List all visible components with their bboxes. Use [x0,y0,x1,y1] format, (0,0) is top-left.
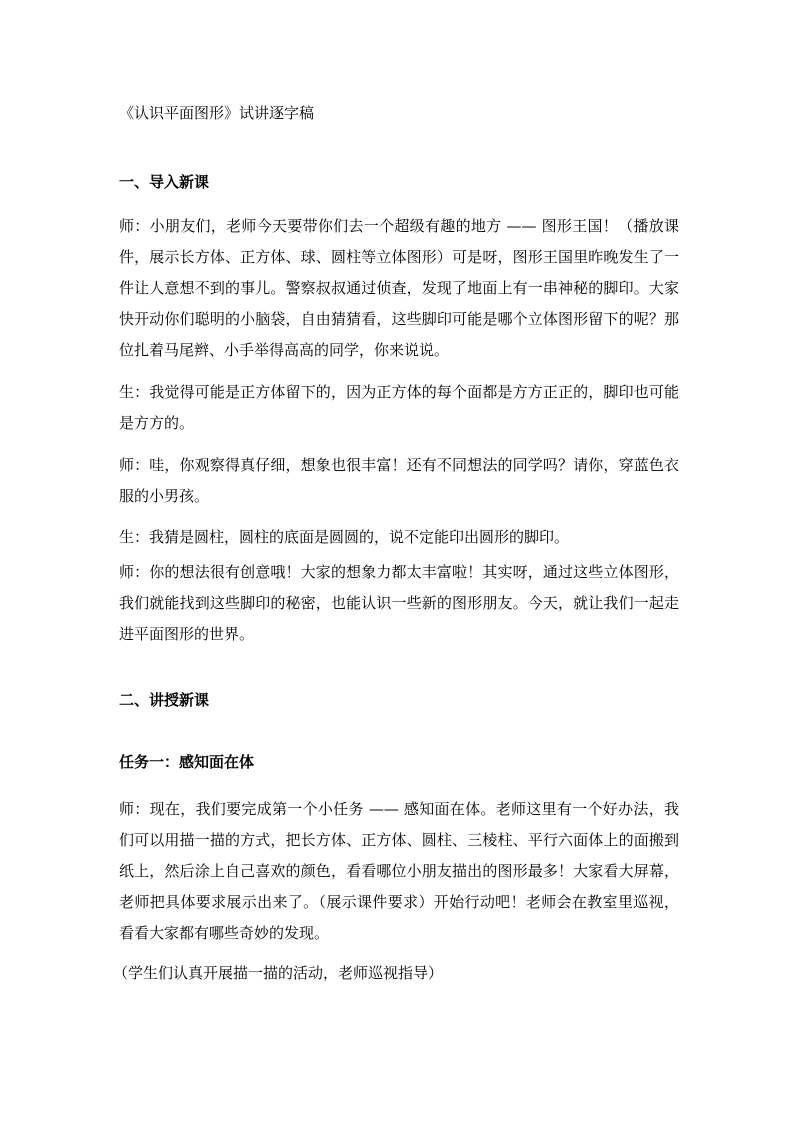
section-heading-intro: 一、导入新课 [119,173,210,191]
paragraph-student-cylinder: 生：我猜是圆柱，圆柱的底面是圆圆的，说不定能印出圆形的脚印。 [119,528,570,546]
paragraph-teacher-praise: 师：哇，你观察得真仔细，想象也很丰富！还有不同想法的同学吗？请你，穿蓝色衣服的小男孩。 [119,456,679,505]
section-heading-new-lesson: 二、讲授新课 [119,691,210,709]
document-title: 《认识平面图形》试讲逐字稿 [119,104,315,122]
paragraph-teacher-intro: 师：小朋友们，老师今天要带你们去一个超级有趣的地方 —— 图形王国！（播放课件，展示长方体、正方体、球、圆柱等立体图形）可是呀，图形王国里昨晚发生了一件让人意想不到的事儿。警察叔叔通过侦查，发现了地面上有一串神秘的脚印。大家快开动你们聪明的小脑袋，自由猜猜看，这些脚印可能是哪个立体图形留下的呢？那位扎着马尾辫、小手举得高高的同学，你来说说。 [119,217,679,359]
paragraph-student-cube: 生：我觉得可能是正方体留下的，因为正方体的每个面都是方方正正的，脚印也可能是方方的。 [119,383,679,432]
paragraph-task-one: 师：现在，我们要完成第一个小任务 —— 感知面在体。老师这里有一个好办法，我们可以用描一描的方式，把长方体、正方体、圆柱、三棱柱、平行六面体上的面搬到纸上，然后涂上自己喜欢的颜色，看看哪位小朋友描出的图形最多！大家看大屏幕，老师把具体要求展示出来了。（展示课件要求）开始行动吧！老师会在教室里巡视，看看大家都有哪些奇妙的发现。 [119,800,679,942]
activity-note: （学生们认真开展描一描的活动，老师巡视指导） [113,964,444,982]
task-heading-one: 任务一：感知面在体 [119,753,255,771]
paragraph-teacher-summary: 师：你的想法很有创意哦！大家的想象力都太丰富啦！其实呀，通过这些立体图形，我们就能找到这些脚印的秘密，也能认识一些新的图形朋友。今天，就让我们一起走进平面图形的世界。 [119,563,679,643]
